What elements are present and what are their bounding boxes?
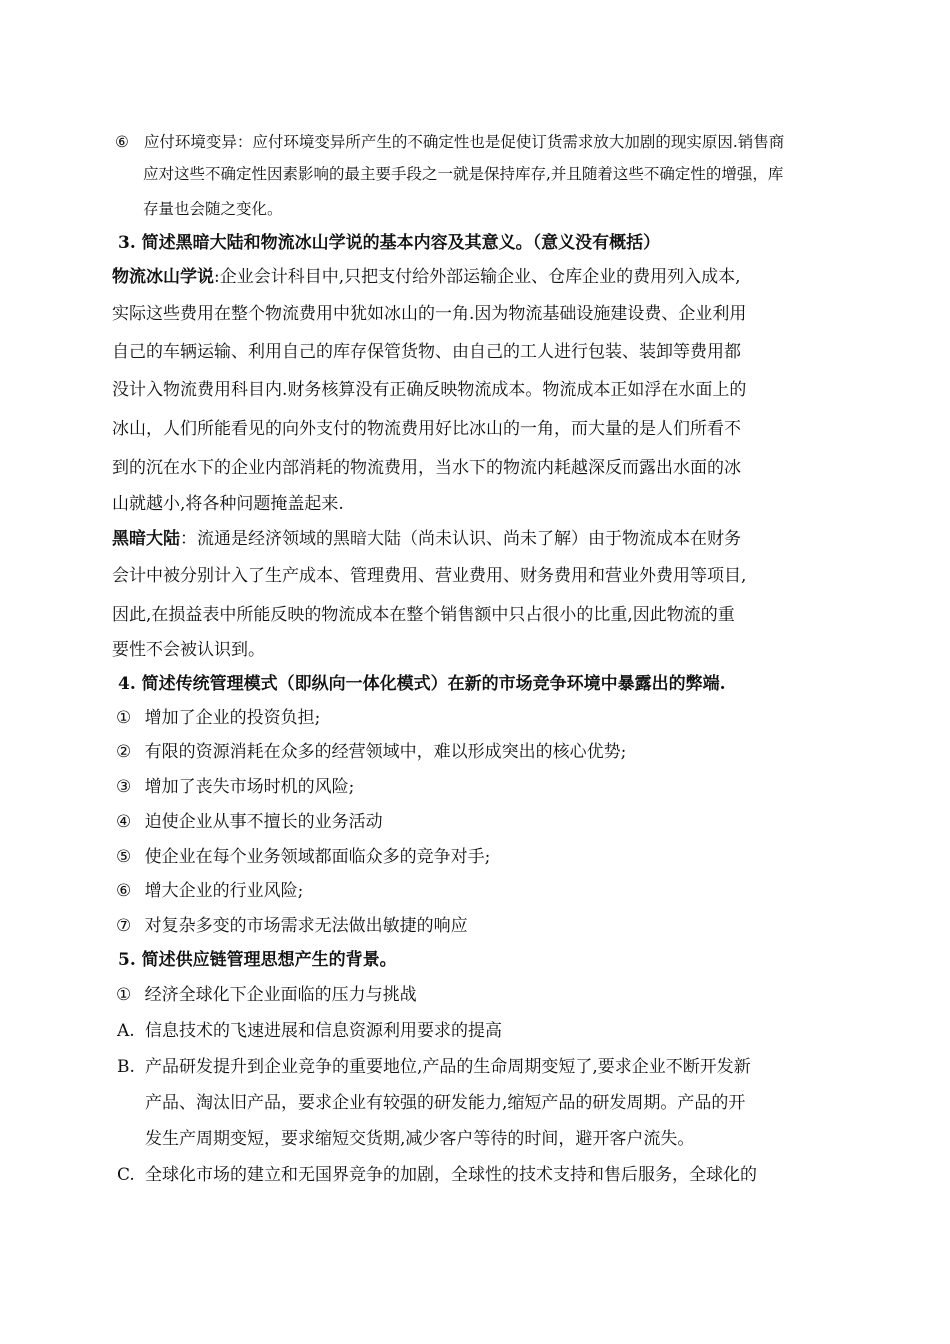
item-6-line-3: 存量也会随之变化。	[143, 200, 283, 218]
dark-line-1: 黑暗大陆：流通是经济领域的黑暗大陆（尚未认识、尚未了解）由于物流成本在财务	[112, 529, 741, 549]
dark-term: 黑暗大陆	[112, 529, 180, 549]
item-6-marker: ⑥	[115, 133, 129, 151]
iceberg-line-6: 到的沉在水下的企业内部消耗的物流费用，当水下的物流内耗越深反而露出水面的冰	[112, 458, 741, 478]
item-6-line-1: ⑥ 应付环境变异：应付环境变异所产生的不确定性也是促使订货需求放大加剧的现实原因.销售商	[115, 130, 784, 154]
iceberg-line-1: 物流冰山学说:企业会计科目中,只把支付给外部运输企业、仓库企业的费用列入成本,	[112, 267, 741, 287]
q5-item-a: A. 信息技术的飞速进展和信息资源利用要求的提高	[117, 1021, 502, 1041]
q5-heading: 5. 简述供应链管理思想产生的背景。	[118, 950, 397, 970]
iceberg-line-5: 冰山，人们所能看见的向外支付的物流费用好比冰山的一角，而大量的是人们所看不	[112, 419, 741, 439]
iceberg-line-7: 山就越小,将各种问题掩盖起来.	[112, 494, 344, 514]
q5-item-b-line-3: 发生产周期变短，要求缩短交货期,减少客户等待的时间，避开客户流失。	[145, 1129, 695, 1149]
item-6-line-2: 应对这些不确定性因素影响的最主要手段之一就是保持库存,并且随着这些不确定性的增强，库	[143, 165, 784, 183]
q4-item-5: ⑤ 使企业在每个业务领域都面临众多的竞争对手;	[116, 847, 491, 867]
q4-heading: 4. 简述传统管理模式（即纵向一体化模式）在新的市场竞争环境中暴露出的弊端.	[118, 674, 726, 694]
dark-line-3: 因此,在损益表中所能反映的物流成本在整个销售额中只占很小的比重,因此物流的重	[112, 605, 735, 625]
q4-item-4: ④ 迫使企业从事不擅长的业务活动	[116, 812, 383, 832]
iceberg-line-4: 没计入物流费用科目内.财务核算没有正确反映物流成本。物流成本正如浮在水面上的	[112, 380, 747, 400]
iceberg-term: 物流冰山学说	[112, 267, 214, 287]
q5-item-b-line-2: 产品、淘汰旧产品，要求企业有较强的研发能力,缩短产品的研发周期。产品的开	[145, 1093, 746, 1113]
q5-item-c-line-1: C. 全球化市场的建立和无国界竞争的加剧，全球性的技术支持和售后服务，全球化的	[117, 1165, 757, 1185]
q4-item-2: ② 有限的资源消耗在众多的经营领域中，难以形成突出的核心优势;	[116, 742, 627, 762]
dark-line-2: 会计中被分别计入了生产成本、管理费用、营业费用、财务费用和营业外费用等项目,	[112, 566, 747, 586]
q3-heading: 3. 简述黑暗大陆和物流冰山学说的基本内容及其意义。（意义没有概括）	[118, 233, 661, 253]
iceberg-line-3: 自己的车辆运输、利用自己的库存保管货物、由自己的工人进行包装、装卸等费用都	[112, 342, 741, 362]
q4-item-6: ⑥ 增大企业的行业风险;	[116, 881, 304, 901]
q5-item-1: ① 经济全球化下企业面临的压力与挑战	[116, 985, 417, 1005]
q5-item-b-line-1: B. 产品研发提升到企业竞争的重要地位,产品的生命周期变短了,要求企业不断开发新	[117, 1057, 751, 1077]
iceberg-line-2: 实际这些费用在整个物流费用中犹如冰山的一角.因为物流基础设施建设费、企业利用	[112, 304, 747, 324]
q4-item-7: ⑦ 对复杂多变的市场需求无法做出敏捷的响应	[116, 916, 468, 936]
q4-item-3: ③ 增加了丧失市场时机的风险;	[116, 777, 355, 797]
q4-item-1: ① 增加了企业的投资负担;	[116, 708, 321, 728]
dark-line-4: 要性不会被认识到。	[112, 640, 265, 660]
